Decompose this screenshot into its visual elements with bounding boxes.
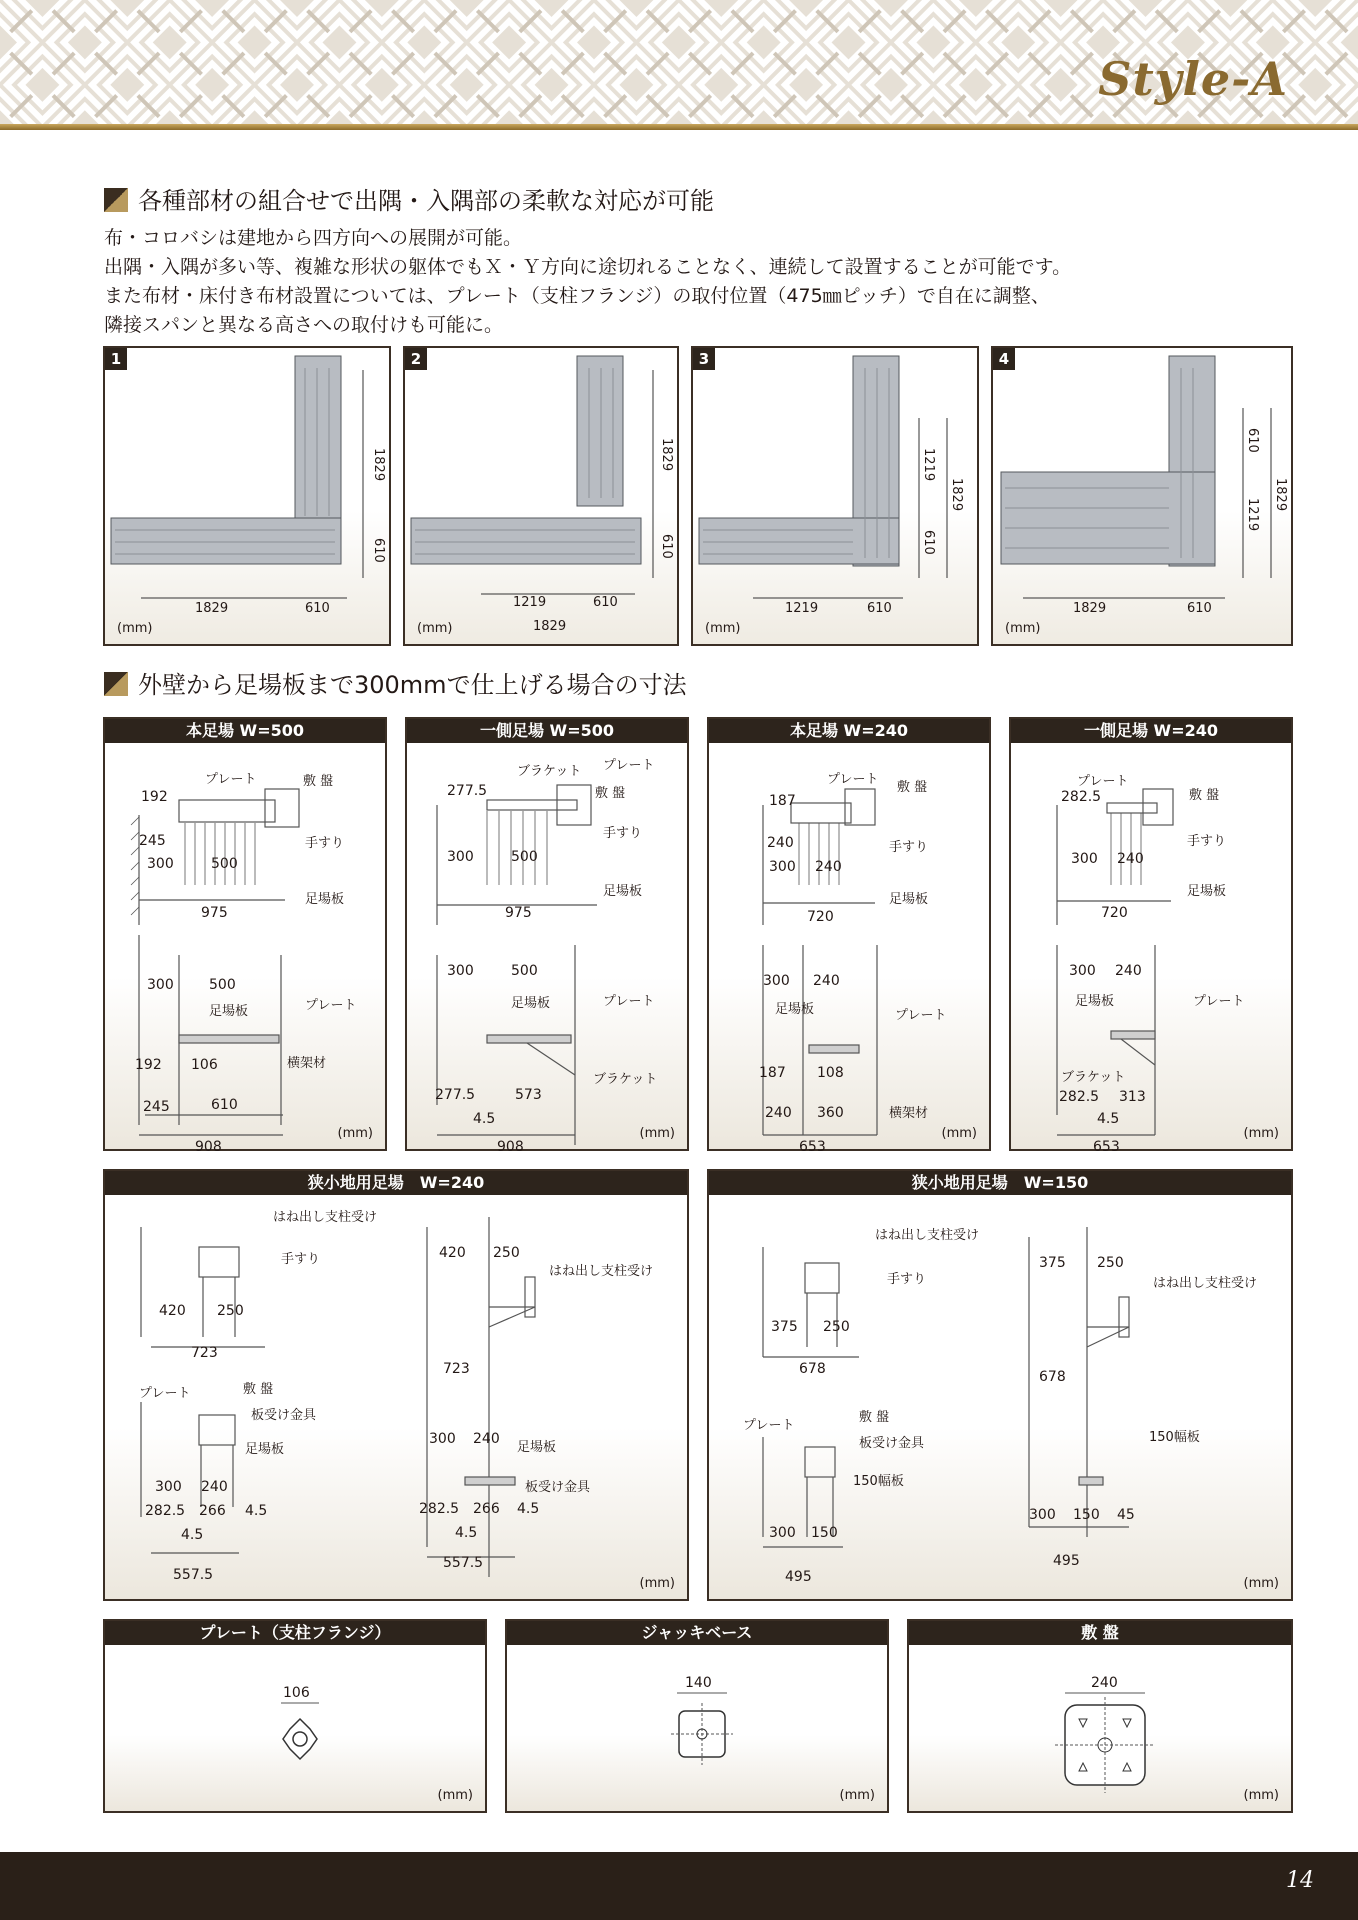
part-label: はね出し支柱受け — [273, 1210, 378, 1225]
dim-label: 975 — [505, 905, 532, 921]
part-label: プレート — [895, 1008, 947, 1023]
part-label: 敷 盤 — [1189, 788, 1220, 803]
part-label: 横架材 — [287, 1056, 327, 1071]
intro-text — [104, 224, 1071, 340]
dim-label: 300 — [447, 963, 474, 979]
part-label: プレート — [1193, 994, 1245, 1009]
section-title-2: 外壁から足場板まで300mmで仕上げる場合の寸法 — [104, 670, 687, 700]
dim-label: 300 — [769, 1525, 796, 1541]
section-title-1: 各種部材の組合せで出隅・入隅部の柔軟な対応が可能 — [104, 186, 714, 216]
spec-card-3 — [707, 717, 991, 1155]
corner-diagram — [105, 348, 389, 644]
dim-label: 140 — [685, 1675, 712, 1691]
part-label: ブラケット — [1061, 1070, 1126, 1085]
dim-label: 420 — [439, 1245, 466, 1261]
part-label: プレート — [603, 758, 655, 773]
part-label: 150幅板 — [853, 1474, 904, 1489]
dim-label: 150 — [1073, 1507, 1100, 1523]
dim-label: 300 — [769, 859, 796, 875]
part-label: 手すり — [281, 1252, 321, 1267]
photo-number: 2 — [405, 348, 427, 370]
card-caption: 敷 盤 — [909, 1621, 1291, 1645]
part-label: 足場板 — [209, 1004, 249, 1019]
dim-label: 610 — [921, 530, 936, 555]
spec-drawing — [1011, 745, 1291, 1155]
dim-label: 277.5 — [435, 1087, 476, 1103]
dim-label: 975 — [201, 905, 228, 921]
dim-label: 250 — [1097, 1255, 1124, 1271]
narrow-drawing — [709, 1197, 1291, 1597]
dim-label: 360 — [817, 1105, 844, 1121]
photo-number: 1 — [105, 348, 127, 370]
unit-label: (mm) — [1243, 1126, 1279, 1141]
part-label: 足場板 — [1187, 884, 1227, 899]
dim-label: 240 — [201, 1479, 228, 1495]
spec-drawing — [105, 745, 385, 1155]
part-label: プレート — [603, 994, 655, 1009]
dim-label: 557.5 — [173, 1567, 214, 1583]
dim-label: 723 — [443, 1361, 470, 1377]
dim-label: 4.5 — [517, 1501, 540, 1517]
part-label: プレート — [305, 998, 357, 1013]
dim-label: 610 — [1187, 601, 1212, 616]
card-caption: 一側足場 W=500 — [407, 719, 687, 743]
dim-label: 1219 — [1245, 498, 1260, 532]
dim-label: 4.5 — [1097, 1111, 1120, 1127]
spec-drawing — [709, 745, 989, 1155]
dim-label: 300 — [763, 973, 790, 989]
dim-label: 375 — [771, 1319, 798, 1335]
unit-label: (mm) — [417, 621, 453, 636]
dim-label: 245 — [143, 1099, 170, 1115]
unit-label: (mm) — [117, 621, 153, 636]
dim-label: 313 — [1119, 1089, 1146, 1105]
part-label: はね出し支柱受け — [1153, 1276, 1258, 1291]
intro-line: また布材・床付き布材設置については、プレート（支柱フランジ）の取付位置（475㎜ピッチ）で自在に調整、 — [104, 285, 1050, 307]
page-number: 14 — [1286, 1868, 1314, 1893]
spec-card-1 — [103, 717, 387, 1155]
corner-photo-4 — [991, 346, 1293, 646]
dim-label: 1829 — [1073, 601, 1107, 616]
corner-diagram — [405, 348, 677, 644]
title-mark-icon — [104, 188, 128, 212]
dim-label: 4.5 — [473, 1111, 496, 1127]
dim-label: 240 — [815, 859, 842, 875]
part-label: 横架材 — [889, 1106, 929, 1121]
part-label: 板受け金具 — [525, 1480, 591, 1495]
unit-label: (mm) — [337, 1126, 373, 1141]
part-label: 板受け金具 — [859, 1436, 925, 1451]
part-label: 足場板 — [889, 892, 929, 907]
dim-label: 187 — [769, 793, 796, 809]
unit-label: (mm) — [1243, 1576, 1279, 1591]
dim-label: 106 — [283, 1685, 310, 1701]
part-label: 足場板 — [603, 884, 643, 899]
dim-label: 573 — [515, 1087, 542, 1103]
dim-label: 720 — [807, 909, 834, 925]
unit-label: (mm) — [1243, 1788, 1279, 1803]
part-label: 板受け金具 — [251, 1408, 317, 1423]
part-card-plate — [103, 1619, 487, 1813]
dim-label: 557.5 — [443, 1555, 484, 1571]
dim-label: 610 — [305, 601, 330, 616]
corner-photo-3 — [691, 346, 979, 646]
part-label: 手すり — [889, 840, 929, 855]
unit-label: (mm) — [839, 1788, 875, 1803]
card-caption: 狭小地用足場 W=150 — [709, 1171, 1291, 1195]
narrow-drawing — [105, 1197, 687, 1597]
dim-label: 250 — [823, 1319, 850, 1335]
dim-label: 610 — [867, 601, 892, 616]
dim-label: 1829 — [195, 601, 229, 616]
dim-label: 500 — [511, 849, 538, 865]
dim-label: 1829 — [371, 448, 386, 482]
dim-label: 610 — [1245, 428, 1260, 453]
dim-label: 240 — [767, 835, 794, 851]
part-label: はね出し支柱受け — [549, 1264, 654, 1279]
dim-label: 282.5 — [1061, 789, 1102, 805]
part-label: 足場板 — [517, 1440, 557, 1455]
part-label: ブラケット — [517, 764, 582, 779]
part-label: 足場板 — [511, 996, 551, 1011]
header-divider — [0, 124, 1358, 130]
part-label: 手すり — [887, 1272, 927, 1287]
jackbase-drawing — [507, 1647, 887, 1813]
part-label: 足場板 — [245, 1442, 285, 1457]
unit-label: (mm) — [639, 1126, 675, 1141]
card-caption: 狭小地用足場 W=240 — [105, 1171, 687, 1195]
part-label: ブラケット — [593, 1072, 658, 1087]
dim-label: 723 — [191, 1345, 218, 1361]
part-label: 敷 盤 — [595, 786, 626, 801]
dim-label: 500 — [511, 963, 538, 979]
dim-label: 250 — [217, 1303, 244, 1319]
header-band — [0, 0, 1358, 124]
logo: Style-A — [1098, 52, 1288, 106]
dim-label: 282.5 — [145, 1503, 186, 1519]
dim-label: 610 — [659, 534, 674, 559]
part-label: プレート — [1077, 774, 1129, 789]
dim-label: 4.5 — [245, 1503, 268, 1519]
narrow-card-150 — [707, 1169, 1293, 1601]
dim-label: 277.5 — [447, 783, 488, 799]
corner-diagram — [693, 348, 977, 644]
dim-label: 4.5 — [455, 1525, 478, 1541]
dim-label: 240 — [765, 1105, 792, 1121]
unit-label: (mm) — [639, 1576, 675, 1591]
dim-label: 300 — [429, 1431, 456, 1447]
dim-label: 1829 — [949, 478, 964, 512]
dim-label: 300 — [1071, 851, 1098, 867]
dim-label: 375 — [1039, 1255, 1066, 1271]
corner-photo-1 — [103, 346, 391, 646]
part-card-jackbase — [505, 1619, 889, 1813]
card-caption: 本足場 W=500 — [105, 719, 385, 743]
spec-drawing — [407, 745, 687, 1155]
dim-label: 266 — [473, 1501, 500, 1517]
dim-label: 495 — [1053, 1553, 1080, 1569]
spec-card-4 — [1009, 717, 1293, 1155]
part-label: プレート — [743, 1418, 795, 1433]
dim-label: 610 — [593, 595, 618, 610]
dim-label: 106 — [191, 1057, 218, 1073]
part-label: 足場板 — [1075, 994, 1115, 1009]
dim-label: 240 — [1115, 963, 1142, 979]
dim-label: 240 — [1091, 1675, 1118, 1691]
dim-label: 240 — [1117, 851, 1144, 867]
part-label: 足場板 — [775, 1002, 815, 1017]
dim-label: 1219 — [513, 595, 547, 610]
dim-label: 300 — [1029, 1507, 1056, 1523]
dim-label: 282.5 — [1059, 1089, 1100, 1105]
card-caption: プレート（支柱フランジ） — [105, 1621, 485, 1645]
dim-label: 4.5 — [181, 1527, 204, 1543]
dim-label: 500 — [211, 856, 238, 872]
part-label: 敷 盤 — [859, 1410, 890, 1425]
dim-label: 300 — [1069, 963, 1096, 979]
part-label: 足場板 — [305, 892, 345, 907]
dim-label: 1219 — [921, 448, 936, 482]
dim-label: 1829 — [533, 619, 567, 634]
dim-label: 192 — [141, 789, 168, 805]
dim-label: 420 — [159, 1303, 186, 1319]
dim-label: 245 — [139, 833, 166, 849]
part-label: 手すり — [603, 826, 643, 841]
dim-label: 720 — [1101, 905, 1128, 921]
part-label: 手すり — [305, 836, 345, 851]
intro-line: 出隅・入隅が多い等、複雑な形状の躯体でもＸ・Ｙ方向に途切れることなく、連続して設置することが可能です。 — [104, 256, 1072, 278]
part-label: プレート — [827, 772, 879, 787]
card-caption: 本足場 W=240 — [709, 719, 989, 743]
photo-number: 3 — [693, 348, 715, 370]
dim-label: 653 — [799, 1139, 826, 1155]
baseplate-drawing — [909, 1647, 1291, 1813]
dim-label: 1829 — [1273, 478, 1288, 512]
unit-label: (mm) — [705, 621, 741, 636]
part-label: 敷 盤 — [897, 780, 928, 795]
dim-label: 266 — [199, 1503, 226, 1519]
dim-label: 150 — [811, 1525, 838, 1541]
photo-number: 4 — [993, 348, 1015, 370]
part-card-baseplate — [907, 1619, 1293, 1813]
part-label: 手すり — [1187, 834, 1227, 849]
dim-label: 495 — [785, 1569, 812, 1585]
unit-label: (mm) — [1005, 621, 1041, 636]
dim-label: 300 — [155, 1479, 182, 1495]
dim-label: 908 — [497, 1139, 524, 1155]
dim-label: 1829 — [659, 438, 674, 472]
narrow-card-240 — [103, 1169, 689, 1601]
part-label: 敷 盤 — [243, 1382, 274, 1397]
part-label: 敷 盤 — [303, 774, 334, 789]
dim-label: 300 — [447, 849, 474, 865]
dim-label: 1219 — [785, 601, 819, 616]
dim-label: 250 — [493, 1245, 520, 1261]
footer-band — [0, 1852, 1358, 1920]
corner-diagram — [993, 348, 1291, 644]
dim-label: 500 — [209, 977, 236, 993]
spec-card-2 — [405, 717, 689, 1155]
dim-label: 240 — [813, 973, 840, 989]
dim-label: 678 — [799, 1361, 826, 1377]
dim-label: 300 — [147, 977, 174, 993]
card-caption: 一側足場 W=240 — [1011, 719, 1291, 743]
part-label: はね出し支柱受け — [875, 1228, 980, 1243]
dim-label: 240 — [473, 1431, 500, 1447]
dim-label: 908 — [195, 1139, 222, 1155]
dim-label: 108 — [817, 1065, 844, 1081]
corner-photo-2 — [403, 346, 679, 646]
unit-label: (mm) — [941, 1126, 977, 1141]
dim-label: 610 — [211, 1097, 238, 1113]
dim-label: 192 — [135, 1057, 162, 1073]
intro-line: 隣接スパンと異なる高さへの取付けも可能に。 — [104, 314, 504, 336]
intro-line: 布・コロバシは建地から四方向への展開が可能。 — [104, 227, 523, 249]
part-label: 150幅板 — [1149, 1430, 1200, 1445]
dim-label: 45 — [1117, 1507, 1135, 1523]
dim-label: 282.5 — [419, 1501, 460, 1517]
dim-label: 610 — [371, 538, 386, 563]
plate-drawing — [105, 1647, 485, 1813]
dim-label: 653 — [1093, 1139, 1120, 1155]
dim-label: 300 — [147, 856, 174, 872]
part-label: プレート — [139, 1386, 191, 1401]
title-mark-icon — [104, 672, 128, 696]
unit-label: (mm) — [437, 1788, 473, 1803]
dim-label: 678 — [1039, 1369, 1066, 1385]
dim-label: 187 — [759, 1065, 786, 1081]
part-label: プレート — [205, 772, 257, 787]
card-caption: ジャッキベース — [507, 1621, 887, 1645]
